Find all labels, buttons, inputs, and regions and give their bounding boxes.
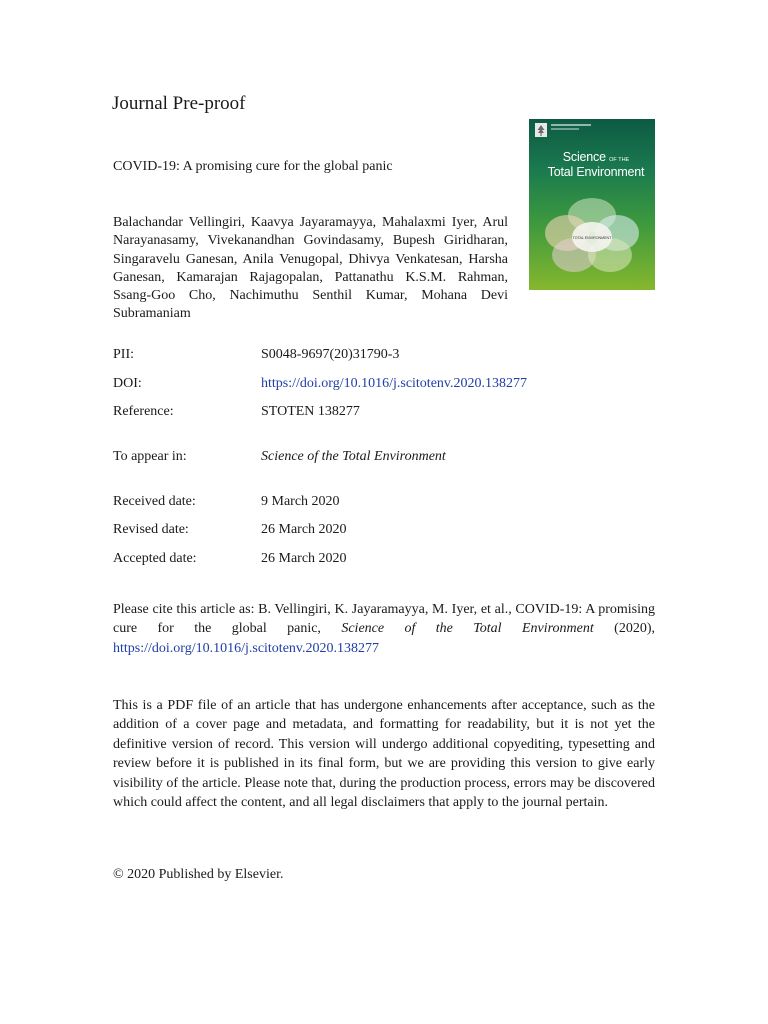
revised-date-value: 26 March 2020 [261,522,347,537]
cover-center-label: TOTAL ENVIRONMENT [572,236,612,240]
citation-doi-link[interactable]: https://doi.org/10.1016/j.scitotenv.2020.138277 [113,640,379,656]
citation-year: (2020), [593,621,656,637]
cover-journal-title [539,151,653,178]
received-date-value: 9 March 2020 [261,494,340,509]
received-date-label: Received date: [113,494,196,509]
copyright-notice: © 2020 Published by Elsevier. [113,867,284,882]
cover-venn-graphic [539,193,645,283]
accepted-date-value: 26 March 2020 [261,551,347,566]
cover-title-line1: Science [562,150,606,164]
reference-label: Reference: [113,404,174,419]
cover-header-line [551,128,579,130]
doi-link[interactable]: https://doi.org/10.1016/j.scitotenv.2020.138277 [261,376,527,391]
cover-header-line [551,124,591,126]
pii-value: S0048-9697(20)31790-3 [261,347,400,362]
article-title: COVID-19: A promising cure for the global panic [113,159,393,174]
appear-in-value: Science of the Total Environment [261,449,446,464]
citation-journal: Science of the Total Environment [341,621,594,637]
elsevier-tree-icon [535,123,547,137]
pii-label: PII: [113,347,134,362]
author-list: Balachandar Vellingiri, Kaavya Jayaramayya, Mahalaxmi Iyer, Arul Narayanasamy, Vivekanandhan Govindasamy, Bupesh Giridharan, Singaravelu Ganesan, Anila Venugopal, Dhivya Venkatesan, Harsha Ganesan, Kamarajan Rajagopalan, Pattanathu K.S.M. Rahman, Ssang-Goo Cho, Nachimuthu Senthil Kumar, Mohana Devi Subramaniam [113,215,508,322]
revised-date-label: Revised date: [113,522,189,537]
citation-paragraph [113,600,655,658]
disclaimer-paragraph: This is a PDF file of an article that has undergone enhancements after acceptance, such as the addition of a cover page and metadata, and formatting for readability, but it is not yet the definitive version of record. This version will undergo additional copyediting, typesetting and review before it is published in its final form, but we are providing this version to give early visibility of the article. Please note that, during the production process, errors may be discovered which could affect the content, and all legal disclaimers that apply to the journal pertain. [113,698,655,811]
appear-in-label: To appear in: [113,449,187,464]
accepted-date-label: Accepted date: [113,551,197,566]
cover-title-line2: Total Environment [547,165,645,179]
reference-value: STOTEN 138277 [261,404,360,419]
page-title: Journal Pre-proof [112,93,246,114]
cover-title-small: OF THE [609,157,630,163]
doi-label: DOI: [113,376,142,391]
citation-text: Please cite this article as: B. Vellingiri, K. Jayaramayya, M. Iyer, et al., COVID-19: A promising cure for the global panic, [113,602,655,637]
journal-cover-image [529,119,655,290]
